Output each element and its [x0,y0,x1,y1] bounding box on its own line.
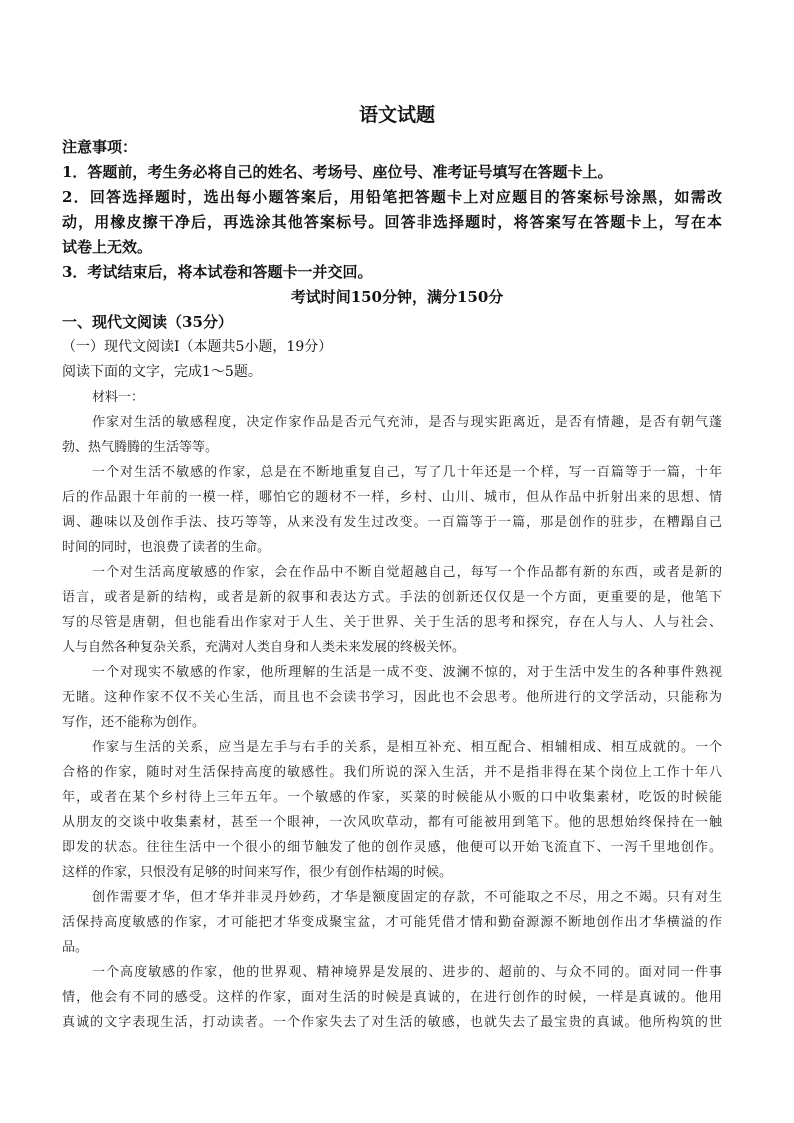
page-content [62,135,722,1035]
paragraph-4-line-1: 一个对现实不敏感的作家，他所理解的生活是一成不变、波澜不惊的，对于生活中发生的各种事件熟视 [92,664,722,680]
paragraph-3-line-1: 一个对生活高度敏感的作家，会在作品中不断自觉超越自己，每写一个作品都有新的东西，或者是新的 [92,564,722,580]
section-header [62,310,722,410]
paragraph-6-line-2: 活保持高度敏感的作家，才可能把才华变成聚宝盆，才可能凭借才情和勤奋源源不断地创作出才华横溢的作 [62,914,722,930]
section-subheading: （一）现代文阅读Ⅰ（本题共5小题，19分） [62,338,333,355]
paragraph-1-line-2: 勃、热气腾腾的生活等等。 [62,439,219,455]
exam-info: 考试时间150分钟，满分150分 [290,287,504,306]
paragraph-5-line-3: 年，或者在某个乡村待上三年五年。一个敏感的作家，买菜的时候能从小贩的口中收集素材，吃饭的时候能 [62,789,722,805]
notice-item-2-line-3: 试卷上无效。 [62,237,153,256]
paragraph-5-line-2: 合格的作家，随时对生活保持高度的敏感性。我们所说的深入生活，并不是指非得在某个岗位上工作十年八 [62,764,722,780]
paragraph-2-line-3: 调、趣味以及创作手法、技巧等等，从来没有发生过改变。一百篇等于一篇，那是创作的驻步，在糟蹋自己 [62,514,722,530]
paragraph-7 [62,960,722,1035]
paragraph-5-line-5: 即发的状态。往往生活中一个很小的细节触发了他的创作灵感，他便可以开始飞流直下、一泻千里地创作。 [62,839,722,855]
notice-item-2-line-2: 动，用橡皮擦干净后，再选涂其他答案标号。回答非选择题时，将答案写在答题卡上，写在本 [62,212,722,231]
paragraph-5-line-4: 从朋友的交谈中收集素材，甚至一个眼神，一次风吹草动，都有可能被用到笔下。他的思想始终保持在一触 [62,814,722,830]
paragraph-1 [62,410,722,460]
paragraph-3-line-3: 写的尽管是唐朝，但也能看出作家对于人生、关于世界、关于生活的思考和探究，存在人与人、人与社会、 [62,614,722,630]
paragraph-5-line-1: 作家与生活的关系，应当是左手与右手的关系，是相互补充、相互配合、相辅相成、相互成就的。一个 [92,739,722,755]
notice-item-1: 1．答题前，考生务必将自己的姓名、考场号、座位号、准考证号填写在答题卡上。 [62,162,613,181]
paragraph-7-line-1: 一个高度敏感的作家，他的世界观、精神境界是发展的、进步的、超前的、与众不同的。面对同一件事 [92,964,722,980]
paragraph-4-line-3: 写作，还不能称为创作。 [62,714,206,730]
paragraph-6-line-3: 品。 [62,939,89,955]
paragraph-2 [62,460,722,560]
paragraph-7-line-3: 真诚的文字表现生活，打动读者。一个作家失去了对生活的敏感，也就失去了最宝贵的真诚。他所构筑的世 [62,1014,722,1030]
paragraph-4 [62,660,722,735]
paragraph-2-line-4: 时间的同时，也浪费了读者的生命。 [62,539,271,555]
paragraph-3 [62,560,722,660]
paragraph-3-line-2: 语言，或者是新的结构，或者是新的叙事和表达方式。手法的创新还仅仅是一个方面，更重要的是，他笔下 [62,589,722,605]
notice-item-2-line-1: 2．回答选择题时，选出每小题答案后，用铅笔把答题卡上对应题目的答案标号涂黑，如需改 [62,187,722,206]
notice-item-3: 3．考试结束后，将本试卷和答题卡一并交回。 [62,262,373,281]
paragraph-2-line-2: 后的作品跟十年前的一模一样，哪怕它的题材不一样，乡村、山川、城市，但从作品中折射出来的思想、情 [62,489,722,505]
paragraph-6-line-1: 创作需要才华，但才华并非灵丹妙药，才华是额度固定的存款，不可能取之不尽，用之不竭。只有对生 [92,889,722,905]
paragraph-2-line-1: 一个对生活不敏感的作家，总是在不断地重复自己，写了几十年还是一个样，写一百篇等于一篇，十年 [92,464,722,480]
page-title: 语文试题 [358,104,435,126]
paragraph-7-line-2: 情，他会有不同的感受。这样的作家，面对生活的时候是真诚的，在进行创作的时候，一样是真诚的。他用 [62,989,722,1005]
paragraph-1-line-1: 作家对生活的敏感程度，决定作家作品是否元气充沛，是否与现实距离近，是否有情趣，是否有朝气蓬 [92,414,722,430]
notice-block [62,135,722,285]
notice-heading: 注意事项： [62,137,138,156]
section-heading: 一、现代文阅读（35分） [62,312,233,331]
paragraph-5 [62,735,722,885]
paragraph-3-line-4: 人与自然各种复杂关系，充满对人类自身和人类未来发展的终极关怀。 [62,639,466,655]
paragraph-6 [62,885,722,960]
paragraph-5-line-6: 这样的作家，只恨没有足够的时间来写作，很少有创作枯竭的时候。 [62,864,453,880]
paragraph-4-line-2: 无睹。这种作家不仅不关心生活，而且也不会读书学习，因此也不会思考。他所进行的文学活动，只能称为 [62,689,722,705]
material-label: 材料一： [92,389,145,405]
reading-instruction: 阅读下面的文字，完成1～5题。 [62,363,262,380]
